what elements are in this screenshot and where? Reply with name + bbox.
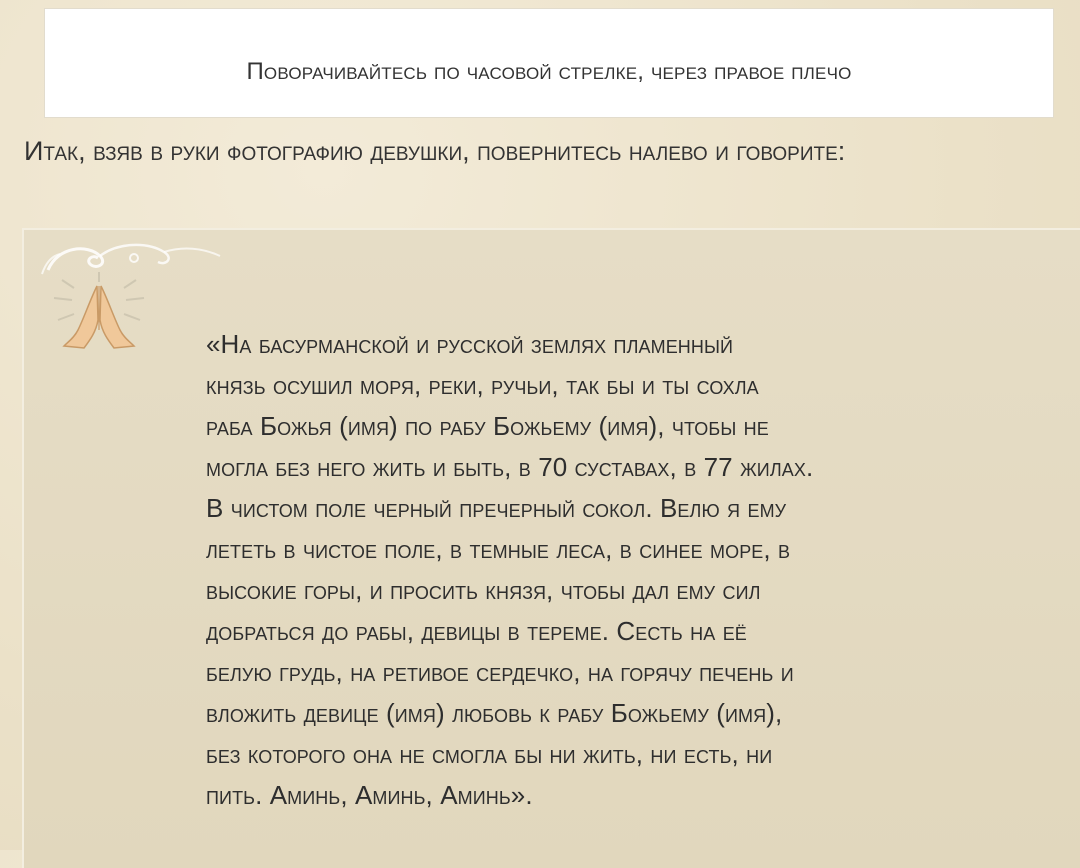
prayer-line: могла без него жить и быть, в 70 суставах, в 77 жилах. (206, 452, 814, 482)
prayer-line: князь осушил моря, реки, ручьи, так бы и ты сохла (206, 370, 759, 400)
prayer-line: раба Божья (имя) по рабу Божьему (имя), чтобы не (206, 411, 769, 441)
prayer-line: вложить девице (имя) любовь к рабу Божьему (имя), (206, 698, 783, 728)
intro-text: Итак, взяв в руки фотографию девушки, повернитесь налево и говорите: (24, 136, 846, 166)
prayer-line: добраться до рабы, девицы в тереме. Сесть на её (206, 616, 747, 646)
prayer-line: «На басурманской и русской землях пламенный (206, 329, 734, 359)
prayer-card (22, 228, 1080, 868)
prayer-line: белую грудь, на ретивое сердечко, на горячу печень и (206, 657, 794, 687)
prayer-line: лететь в чистое поле, в темные леса, в синее море, в (206, 534, 791, 564)
praying-hands-icon (44, 270, 154, 352)
instruction-box (44, 8, 1054, 118)
prayer-text (206, 324, 966, 816)
prayer-line: высокие горы, и просить князя, чтобы дал ему сил (206, 575, 761, 605)
prayer-line: В чистом поле черный пречерный сокол. Велю я ему (206, 493, 787, 523)
instruction-text: Поворачивайтесь по часовой стрелке, через правое плечо (246, 58, 852, 85)
prayer-line: без которого она не смогла бы ни жить, ни есть, ни (206, 739, 773, 769)
prayer-line: пить. Аминь, Аминь, Аминь». (206, 780, 533, 810)
